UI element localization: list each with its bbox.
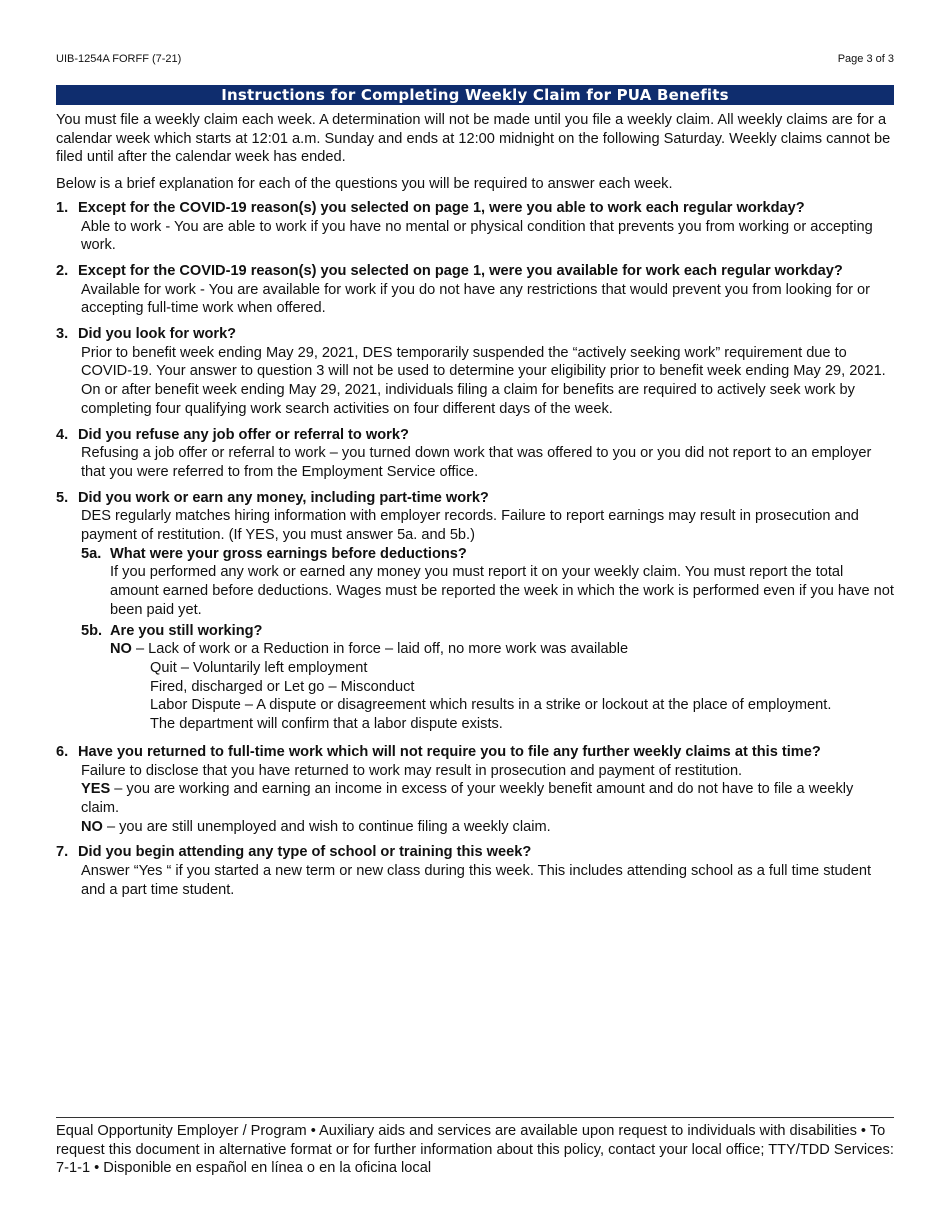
no-label: NO: [110, 641, 132, 658]
no-text: – Lack of work or a Reduction in force – laid off, no more work was available: [131, 641, 629, 658]
instructions-body: [56, 111, 894, 906]
footer-divider: [56, 1117, 894, 1118]
question-text: Did you refuse any job offer or referral to work?: [78, 426, 409, 443]
question-6: [56, 743, 894, 837]
subquestion-heading: [56, 545, 894, 564]
subquestion-number: 5a.: [81, 545, 102, 562]
yes-label: YES: [81, 781, 111, 798]
question-heading: [56, 426, 894, 445]
question-5b: [56, 622, 894, 734]
subquestion-text: What were your gross earnings before deductions?: [110, 545, 467, 562]
question-3: [56, 325, 894, 419]
reason-item: The department will confirm that a labor dispute exists.: [150, 716, 503, 733]
page-number: Page 3 of 3: [837, 53, 894, 65]
question-7: [56, 843, 894, 899]
question-heading: [56, 743, 894, 762]
question-text: Have you returned to full-time work which will not require you to file any further weekly claims at this time?: [78, 743, 821, 760]
no-line: [56, 818, 894, 837]
question-text: Except for the COVID-19 reason(s) you selected on page 1, were you able to work each regular workday?: [78, 199, 805, 216]
question-answer: Refusing a job offer or referral to work – you turned down work that was offered to you or you did not report to an employer that you were referred to from the Employment Service office.: [81, 445, 872, 480]
question-5a: [56, 545, 894, 620]
question-answer: Able to work - You are able to work if you have no mental or physical condition that prevents you from working or accepting work.: [81, 218, 873, 254]
yes-text: – you are working and earning an income in excess of your weekly benefit amount and do not have to file a weekly claim.: [81, 781, 854, 816]
subquestion-text: Are you still working?: [110, 622, 263, 639]
explanation-lead: Below is a brief explanation for each of the questions you will be required to answer each week.: [56, 176, 673, 193]
subquestion-heading: [56, 622, 894, 641]
question-1: [56, 199, 894, 255]
yes-line: [56, 780, 894, 817]
question-answer: Failure to disclose that you have returned to work may result in prosecution and payment of restitution.: [81, 762, 743, 779]
no-label: NO: [81, 818, 103, 835]
question-5: [56, 489, 894, 734]
question-4: [56, 426, 894, 482]
footer-notice: Equal Opportunity Employer / Program • Auxiliary aids and services are available upon request to individuals with disabilities • To request this document in alternative format or for further information about this policy, contact your local office; TTY/TDD Services: 7-1-1 • Disponible en español en línea o en la oficina local: [56, 1123, 894, 1177]
no-text: – you are still unemployed and wish to continue filing a weekly claim.: [102, 818, 551, 835]
question-number: 7.: [56, 844, 69, 861]
question-heading: [56, 325, 894, 344]
question-heading: [56, 199, 894, 218]
question-number: 2.: [56, 262, 69, 279]
question-number: 6.: [56, 743, 69, 760]
question-heading: [56, 843, 894, 862]
question-number: 5.: [56, 489, 69, 506]
question-number: 3.: [56, 326, 69, 343]
reason-item: Labor Dispute – A dispute or disagreement which results in a strike or lockout at the place of employment.: [150, 697, 832, 714]
form-id: UIB-1254A FORFF (7-21): [56, 53, 182, 65]
question-heading: [56, 262, 894, 281]
question-number: 1.: [56, 199, 69, 216]
subquestion-number: 5b.: [81, 622, 103, 639]
question-answer: Answer “Yes “ if you started a new term or new class during this week. This includes attending school as a full time student and a part time student.: [81, 863, 872, 898]
intro-paragraph: You must file a weekly claim each week. A determination will not be made until you file a weekly claim. All weekly claims are for a calendar week which starts at 12:01 a.m. Sunday and ends at 12:00 midnight on the following Saturday. Weekly claims cannot be filed until after the calendar week has ended.: [56, 112, 891, 166]
question-answer: Available for work - You are available for work if you do not have any restrictions that would prevent you from looking for or accepting full-time work when offered.: [81, 281, 871, 317]
question-text: Except for the COVID-19 reason(s) you selected on page 1, were you available for work each regular workday?: [78, 262, 843, 279]
question-answer: Prior to benefit week ending May 29, 2021, DES temporarily suspended the “actively seeking work” requirement due to COVID-19. Your answer to question 3 will not be used to determine your eligibility prior to benefit week ending May 29, 2021. On or after benefit week ending May 29, 2021, individuals filing a claim for benefits are required to actively seek work by completing four qualifying work search activities on four different days of the week.: [81, 344, 886, 417]
subquestion-answer: If you performed any work or earned any money you must report it on your weekly claim. You must report the total amount earned before deductions. Wages must be reported the week in which the work is performed even if you have not been paid yet.: [110, 564, 894, 618]
question-text: Did you work or earn any money, including part-time work?: [78, 489, 489, 506]
question-answer: DES regularly matches hiring information with employer records. Failure to report earnings may result in prosecution and payment of restitution. (If YES, you must answer 5a. and 5b.): [81, 508, 859, 544]
question-text: Did you look for work?: [78, 326, 237, 343]
question-text: Did you begin attending any type of school or training this week?: [78, 844, 532, 861]
question-number: 4.: [56, 426, 69, 443]
question-2: [56, 262, 894, 318]
page-title: Instructions for Completing Weekly Claim for PUA Benefits: [56, 85, 894, 105]
no-reason-line: [56, 640, 894, 659]
question-heading: [56, 489, 894, 508]
reason-item: Quit – Voluntarily left employment: [150, 659, 368, 676]
reason-item: Fired, discharged or Let go – Misconduct: [150, 678, 415, 695]
